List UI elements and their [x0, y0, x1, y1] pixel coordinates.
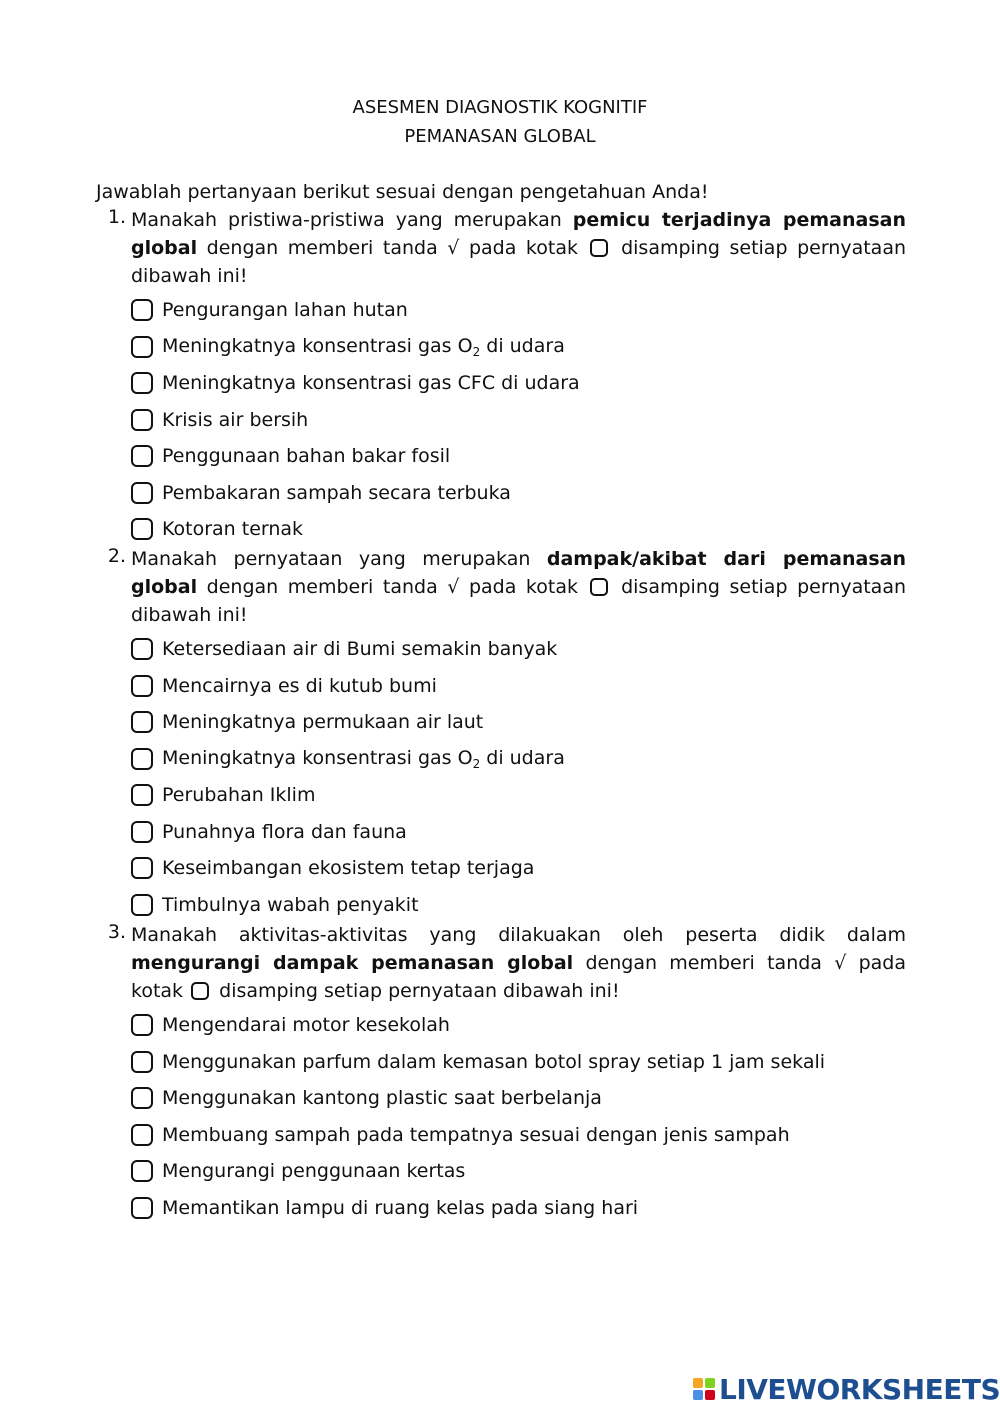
liveworksheets-logo[interactable]	[693, 1372, 1000, 1406]
option-checkbox[interactable]: Pembakaran sampah secara terbuka	[131, 475, 906, 512]
checkbox[interactable]	[131, 299, 153, 321]
checkbox[interactable]	[131, 1197, 153, 1219]
checkbox[interactable]	[131, 748, 153, 770]
question-text: Manakah aktivitas-aktivitas yang dilakuakan oleh peserta didik dalam mengurangi dampak pemanasan global dengan memberi tanda √ pada kotak disamping setiap pernyataan dibawah ini!	[131, 924, 906, 1002]
question-number: 1.	[107, 206, 126, 228]
checkbox[interactable]	[131, 821, 153, 843]
option-checkbox[interactable]: Meningkatnya permukaan air laut	[131, 704, 906, 741]
checkbox[interactable]	[131, 894, 153, 916]
option-checkbox[interactable]: Pengurangan lahan hutan	[131, 292, 906, 329]
checkbox[interactable]	[131, 372, 153, 394]
question-text: Manakah pristiwa-pristiwa yang merupakan pemicu terjadinya pemanasan global dengan memberi tanda √ pada kotak disamping setiap pernyataan dibawah ini!	[131, 209, 907, 287]
question-number: 2.	[107, 545, 126, 567]
logo-text: LIVEWORKSHEETS	[719, 1372, 1000, 1406]
option-checkbox[interactable]: Meningkatnya konsentrasi gas $O_2$ di udara	[131, 741, 906, 778]
option-checkbox[interactable]: Meningkatnya konsentrasi gas CFC di udara	[131, 365, 906, 402]
checkbox[interactable]	[131, 336, 153, 358]
option-checkbox[interactable]: Menggunakan parfum dalam kemasan botol spray setiap 1 jam sekali	[131, 1044, 906, 1081]
checkbox[interactable]	[131, 445, 153, 467]
checkbox-sample-icon	[590, 578, 608, 596]
option-checkbox[interactable]: Kotoran ternak	[131, 511, 906, 548]
option-checkbox[interactable]: Ketersediaan air di Bumi semakin banyak	[131, 631, 906, 668]
checkbox[interactable]	[131, 518, 153, 540]
checkbox[interactable]	[131, 638, 153, 660]
checkbox[interactable]	[131, 857, 153, 879]
question-1	[96, 206, 906, 548]
option-checkbox[interactable]: Memantikan lampu di ruang kelas pada siang hari	[131, 1190, 906, 1227]
checkbox-sample-icon	[590, 239, 608, 257]
option-checkbox[interactable]: Perubahan Iklim	[131, 777, 906, 814]
question-text: Manakah pernyataan yang merupakan dampak/akibat dari pemanasan global dengan memberi tanda √ pada kotak disamping setiap pernyataan dibawah ini!	[131, 548, 907, 626]
checkbox[interactable]	[131, 1124, 153, 1146]
checkbox[interactable]	[131, 675, 153, 697]
question-3	[96, 921, 906, 1226]
logo-mark-icon	[693, 1378, 715, 1400]
checkbox[interactable]	[131, 1014, 153, 1036]
checkbox[interactable]	[131, 784, 153, 806]
checkbox[interactable]	[131, 1051, 153, 1073]
option-checkbox[interactable]: Mencairnya es di kutub bumi	[131, 668, 906, 705]
option-checkbox[interactable]: Mengurangi penggunaan kertas	[131, 1153, 906, 1190]
option-checkbox[interactable]: Menggunakan kantong plastic saat berbelanja	[131, 1080, 906, 1117]
page-title: ASESMEN DIAGNOSTIK KOGNITIF	[352, 97, 648, 118]
instructions: Jawablah pertanyaan berikut sesuai dengan pengetahuan Anda!	[96, 181, 709, 203]
checkbox[interactable]	[131, 1160, 153, 1182]
option-checkbox[interactable]: Keseimbangan ekosistem tetap terjaga	[131, 850, 906, 887]
question-number: 3.	[107, 921, 126, 943]
option-checkbox[interactable]: Membuang sampah pada tempatnya sesuai dengan jenis sampah	[131, 1117, 906, 1154]
option-checkbox[interactable]: Punahnya flora dan fauna	[131, 814, 906, 851]
option-checkbox[interactable]: Mengendarai motor kesekolah	[131, 1007, 906, 1044]
checkbox[interactable]	[131, 711, 153, 733]
checkbox[interactable]	[131, 1087, 153, 1109]
checkbox[interactable]	[131, 409, 153, 431]
checkbox[interactable]	[131, 482, 153, 504]
option-checkbox[interactable]: Meningkatnya konsentrasi gas $O_2$ di udara	[131, 329, 906, 366]
page-subtitle: PEMANASAN GLOBAL	[404, 126, 596, 147]
question-2	[96, 545, 906, 923]
option-checkbox[interactable]: Krisis air bersih	[131, 402, 906, 439]
option-checkbox[interactable]: Penggunaan bahan bakar fosil	[131, 438, 906, 475]
checkbox-sample-icon	[191, 982, 209, 1000]
option-checkbox[interactable]: Timbulnya wabah penyakit	[131, 887, 906, 924]
